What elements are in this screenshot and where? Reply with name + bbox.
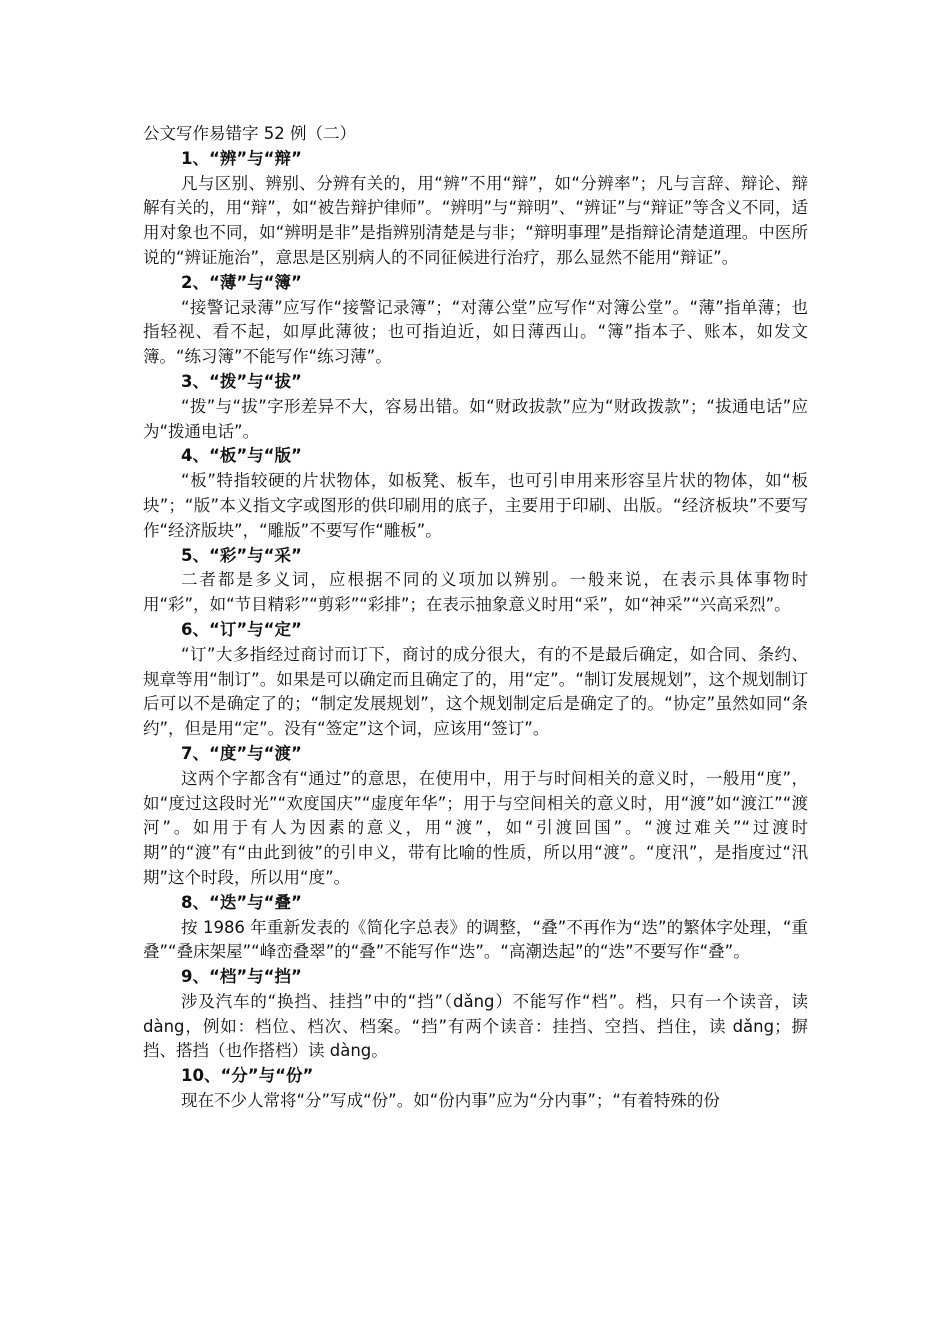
document-page [143, 122, 808, 1114]
section-body: 按 1986 年重新发表的《简化字总表》的调整，“叠”不再作为“迭”的繁体字处理，“重叠”“叠床架屋”“峰峦叠翠”的“叠”不能写作“迭”。“高潮迭起”的“迭”不要写作“叠”。 [143, 917, 808, 962]
section-heading: 6、“订”与“定” [181, 619, 302, 639]
section-1 [143, 147, 808, 271]
section-6 [143, 618, 808, 742]
section-body: 涉及汽车的“换挡、挂挡”中的“挡”（dǎng）不能写作“档”。档，只有一个读音，读 dàng，例如：档位、档次、档案。“挡”有两个读音：挂挡、空挡、挡住，读 dǎng；摒挡、搭挡（也作搭档）读 dàng。 [143, 991, 808, 1061]
section-10 [143, 1064, 808, 1114]
section-heading: 8、“迭”与“叠” [181, 892, 302, 912]
document-title: 公文写作易错字 52 例（二） [143, 124, 356, 143]
section-body: “订”大多指经过商讨而订下，商讨的成分很大，有的不是最后确定，如合同、条约、规章等用“制订”。如果是可以确定而且确定了的，用“定”。“制订发展规划”，这个规划制订后可以不是确定了的；“制定发展规划”，这个规划制定后是确定了的。“协定”虽然如同“条约”，但是用“定”。没有“签定”这个词，应该用“签订”。 [143, 644, 808, 739]
section-body: 这两个字都含有“通过”的意思，在使用中，用于与时间相关的意义时，一般用“度”，如“度过这段时光”“欢度国庆”“虚度年华”；用于与空间相关的意义时，用“渡”如“渡江”“渡河”。如用于有人为因素的意义，用“渡”，如“引渡回国”。“渡过难关”“过渡时期”的“渡”有“由此到彼”的引申义，带有比喻的性质，所以用“渡”。“度汛”，是指度过“汛期”这个时段，所以用“度”。 [143, 768, 808, 887]
section-body: 现在不少人常将“分”写成“份”。如“份内事”应为“分内事”；“有着特殊的份 [181, 1091, 720, 1111]
section-heading: 4、“板”与“版” [181, 446, 302, 466]
section-2 [143, 271, 808, 370]
section-heading: 3、“拨”与“拔” [181, 371, 302, 391]
section-heading: 7、“度”与“渡” [181, 743, 302, 763]
section-body: “板”特指较硬的片状物体，如板凳、板车，也可引申用来形容呈片状的物体，如“板块”；“版”本义指文字或图形的供印刷用的底子，主要用于印刷、出版。“经济板块”不要写作“经济版块”，“雕版”不要写作“雕板”。 [143, 471, 808, 540]
section-body: “拨”与“拔”字形差异不大，容易出错。如“财政拔款”应为“财政拨款”；“拔通电话”应为“拨通电话”。 [143, 396, 808, 441]
section-heading: 1、“辨”与“辩” [181, 148, 302, 168]
section-body: “接警记录薄”应写作“接警记录簿”；“对薄公堂”应写作“对簿公堂”。“薄”指单薄；也指轻视、看不起，如厚此薄彼；也可指迫近，如日薄西山。“簿”指本子、账本，如发文簿。“练习簿”不能写作“练习薄”。 [143, 297, 808, 367]
section-heading: 10、“分”与“份” [181, 1066, 314, 1086]
section-4 [143, 444, 808, 543]
section-3 [143, 370, 808, 444]
section-5 [143, 544, 808, 618]
section-heading: 2、“薄”与“簿” [181, 272, 302, 292]
section-8 [143, 891, 808, 965]
section-body: 二者都是多义词，应根据不同的义项加以辨别。一般来说，在表示具体事物时用“彩”，如“节目精彩”“剪彩”“彩排”；在表示抽象意义时用“采”，如“神采”“兴高采烈”。 [143, 570, 808, 615]
section-heading: 5、“彩”与“采” [181, 545, 302, 565]
section-7 [143, 742, 808, 891]
section-9 [143, 965, 808, 1064]
section-body: 凡与区别、辨别、分辨有关的，用“辨”不用“辩”，如“分辨率”；凡与言辞、辩论、辩解有关的，用“辩”，如“被告辩护律师”。“辨明”与“辩明”、“辨证”与“辩证”等含义不同，适用对象也不同，如“辨明是非”是指辨别清楚是与非；“辩明事理”是指辩论清楚道理。中医所说的“辨证施治”，意思是区别病人的不同征候进行治疗，那么显然不能用“辩证”。 [143, 173, 808, 267]
section-heading: 9、“档”与“挡” [181, 967, 302, 987]
